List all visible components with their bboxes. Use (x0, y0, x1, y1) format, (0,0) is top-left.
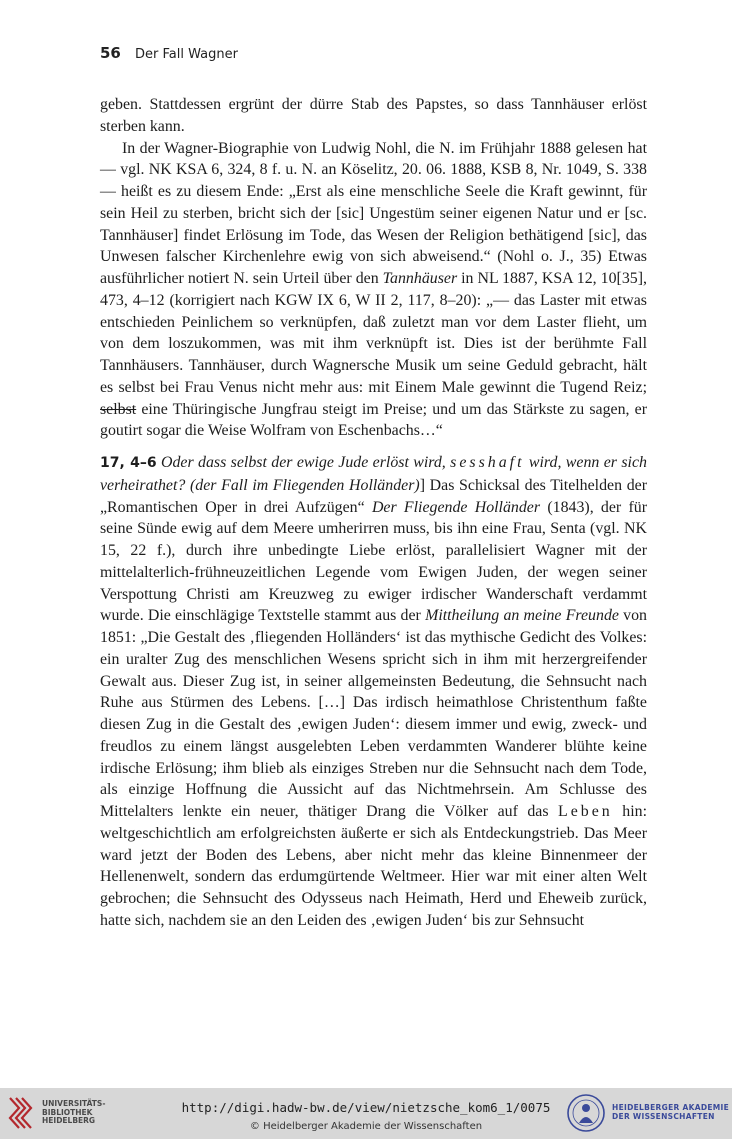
library-logo-line: UNIVERSITÄTS- (42, 1099, 106, 1108)
commentary-text (100, 94, 647, 932)
permalink-url[interactable]: http://digi.hadw-bw.de/view/nietzsche_kom6_1/0075 (181, 1100, 551, 1115)
page-number: 56 (100, 44, 121, 62)
text-run: Der Fliegende Holländer (371, 498, 541, 516)
text-run: (1843), der für seine Sünde ewig auf dem Meere umherirren muss, bis ihn eine Frau, Senta (vgl. NK 15, 22 f.), durch ihre unbedingte Liebe erlöst, parallelisiert Wagner mit der mittelalterlich-frühneuzeitlichen Legende vom Ewigen Juden, der wegen seiner Verspottung Christi am Kreuzweg zu ewiger irdischer Wanderschaft verdammt wurde. Die einschlägige Textstelle stammt aus der (100, 498, 648, 625)
text-run: hin: weltgeschichtlich am erfolgreichsten äußerte er sich als Entdeckungstrieb. Das Meer ward jetzt der Boden des Lebens, aber nicht mehr das kleine Binnenmeer der Hellenenwelt, sondern das erdumgürtende Weltmeer. Hier war mit einer alten Welt gebrochen; die Sehnsucht des Odysseus nach Heimath, Herd und Eheweib zurück, hatte sich, nachdem sie an den Leiden des ‚ewigen Juden‘ bis zur Sehnsucht (100, 803, 647, 929)
library-logo-line: BIBLIOTHEK (42, 1107, 93, 1117)
academy-logo-line: DER WISSENSCHAFTEN (612, 1112, 715, 1121)
text-run: eine Thüringische Jungfrau steigt im Preise; und um das Stärkste zu sagen, er goutirt sogar die Weise Wolfram von Eschenbachs…“ (100, 400, 647, 440)
text-run: selbst (100, 400, 137, 418)
footer-bar (0, 1088, 732, 1139)
text-run: Mittheilung an meine Freunde (425, 607, 619, 625)
copyright-notice: © Heidelberger Akademie der Wissenschaften (249, 1121, 483, 1132)
text-run: Oder dass selbst der ewige Jude erlöst wird, (160, 454, 451, 471)
text-run: wird, wenn er sich verheirathet? (der Fall im Fliegenden Holländer) (100, 454, 647, 494)
paragraph (100, 452, 647, 932)
running-title: Der Fall Wagner (135, 47, 238, 62)
lemma-reference: 17, 4–6 (100, 455, 157, 471)
paragraph (100, 94, 647, 138)
text-run: Tannhäuser (382, 270, 458, 287)
text-run: von 1851: „Die Gestalt des ‚fliegenden Holländers‘ ist das mythische Gedicht des Volkes: ein uralter Zug des menschlichen Wesens spricht sich in ihm mit herzergreifender Gewalt aus. Dieser Zug ist, in seiner allgemeinsten Bedeutung, die Sehnsucht nach Ruhe aus Stürmen des Lebens. […] Das irdisch heimathlose Christenthum faßte diesen Zug in die Gestalt des ‚ewigen Juden‘: diesem immer und ewig, zweck- und freudlos zu einem längst ausgelebten Leben verdammten Wanderer blühte keine irdische Erlösung; ihm blieb als einziges Streben nur die Sehnsucht nach dem Tode, als einzige Hoffnung die Aussicht auf das Nichtmehrsein. Am Schlusse des Mittelalters lenkte ein neuer, thätiger Drang die Völker auf das (100, 607, 648, 820)
text-run: In der Wagner-Biographie von Ludwig Nohl, die N. im Frühjahr 1888 gelesen hat — vgl. NK KSA 6, 324, 8 f. u. N. an Köselitz, 20. 06. 1888, KSB 8, Nr. 1049, S. 338 — heißt es zu diesem Ende: „Erst als eine menschliche Seele die Kraft gewinnt, für sein Heil zu sterben, bricht sich der [sic] Ungestüm seiner eigenen Natur und er [sc. Tannhäuser] findet Erlösung im Tode, das Wesen der Religion bethätigend [sic], das Unwesen falscher Kirchenlehre ewig von sich abweisend.“ (Nohl o. J., 35) Etwas ausführlicher notiert N. sein Urteil über den (100, 139, 647, 287)
text-run: Leben (558, 803, 613, 820)
paragraph (100, 138, 647, 443)
text-run: sesshaft (450, 454, 525, 471)
text-run: geben. Stattdessen ergrünt der dürre Stab des Papstes, so dass Tannhäuser erlöst sterben kann. (100, 96, 647, 135)
academy-logo-line: HEIDELBERGER AKADEMIE (612, 1103, 730, 1112)
text-run: in NL 1887, KSA 12, 10[35], 473, 4–12 (korrigiert nach KGW IX 6, W II 2, 117, 8–20): „— das Laster mit etwas entschieden Peinlichem so verknüpfen, daß zuletzt man vor dem Laster flieht, um von dem loszukommen, was mit ihm verknüpft ist. Dies ist der berühmte Fall Tannhäusers. Tannhäuser, durch Wagnersche Musik um seine Geduld gebracht, hält es selbst bei Frau Venus nicht mehr aus: mit Einem Male gewinnt die Tugend Reiz; (100, 270, 647, 396)
text-run: ] Das Schicksal des Titelhelden der „Romantischen Oper in drei Aufzügen“ (100, 476, 647, 516)
library-logo-line: HEIDELBERG (42, 1116, 96, 1125)
academy-seal-icon (566, 1093, 606, 1133)
academy-logo-text (612, 1103, 729, 1121)
running-header (100, 44, 238, 62)
